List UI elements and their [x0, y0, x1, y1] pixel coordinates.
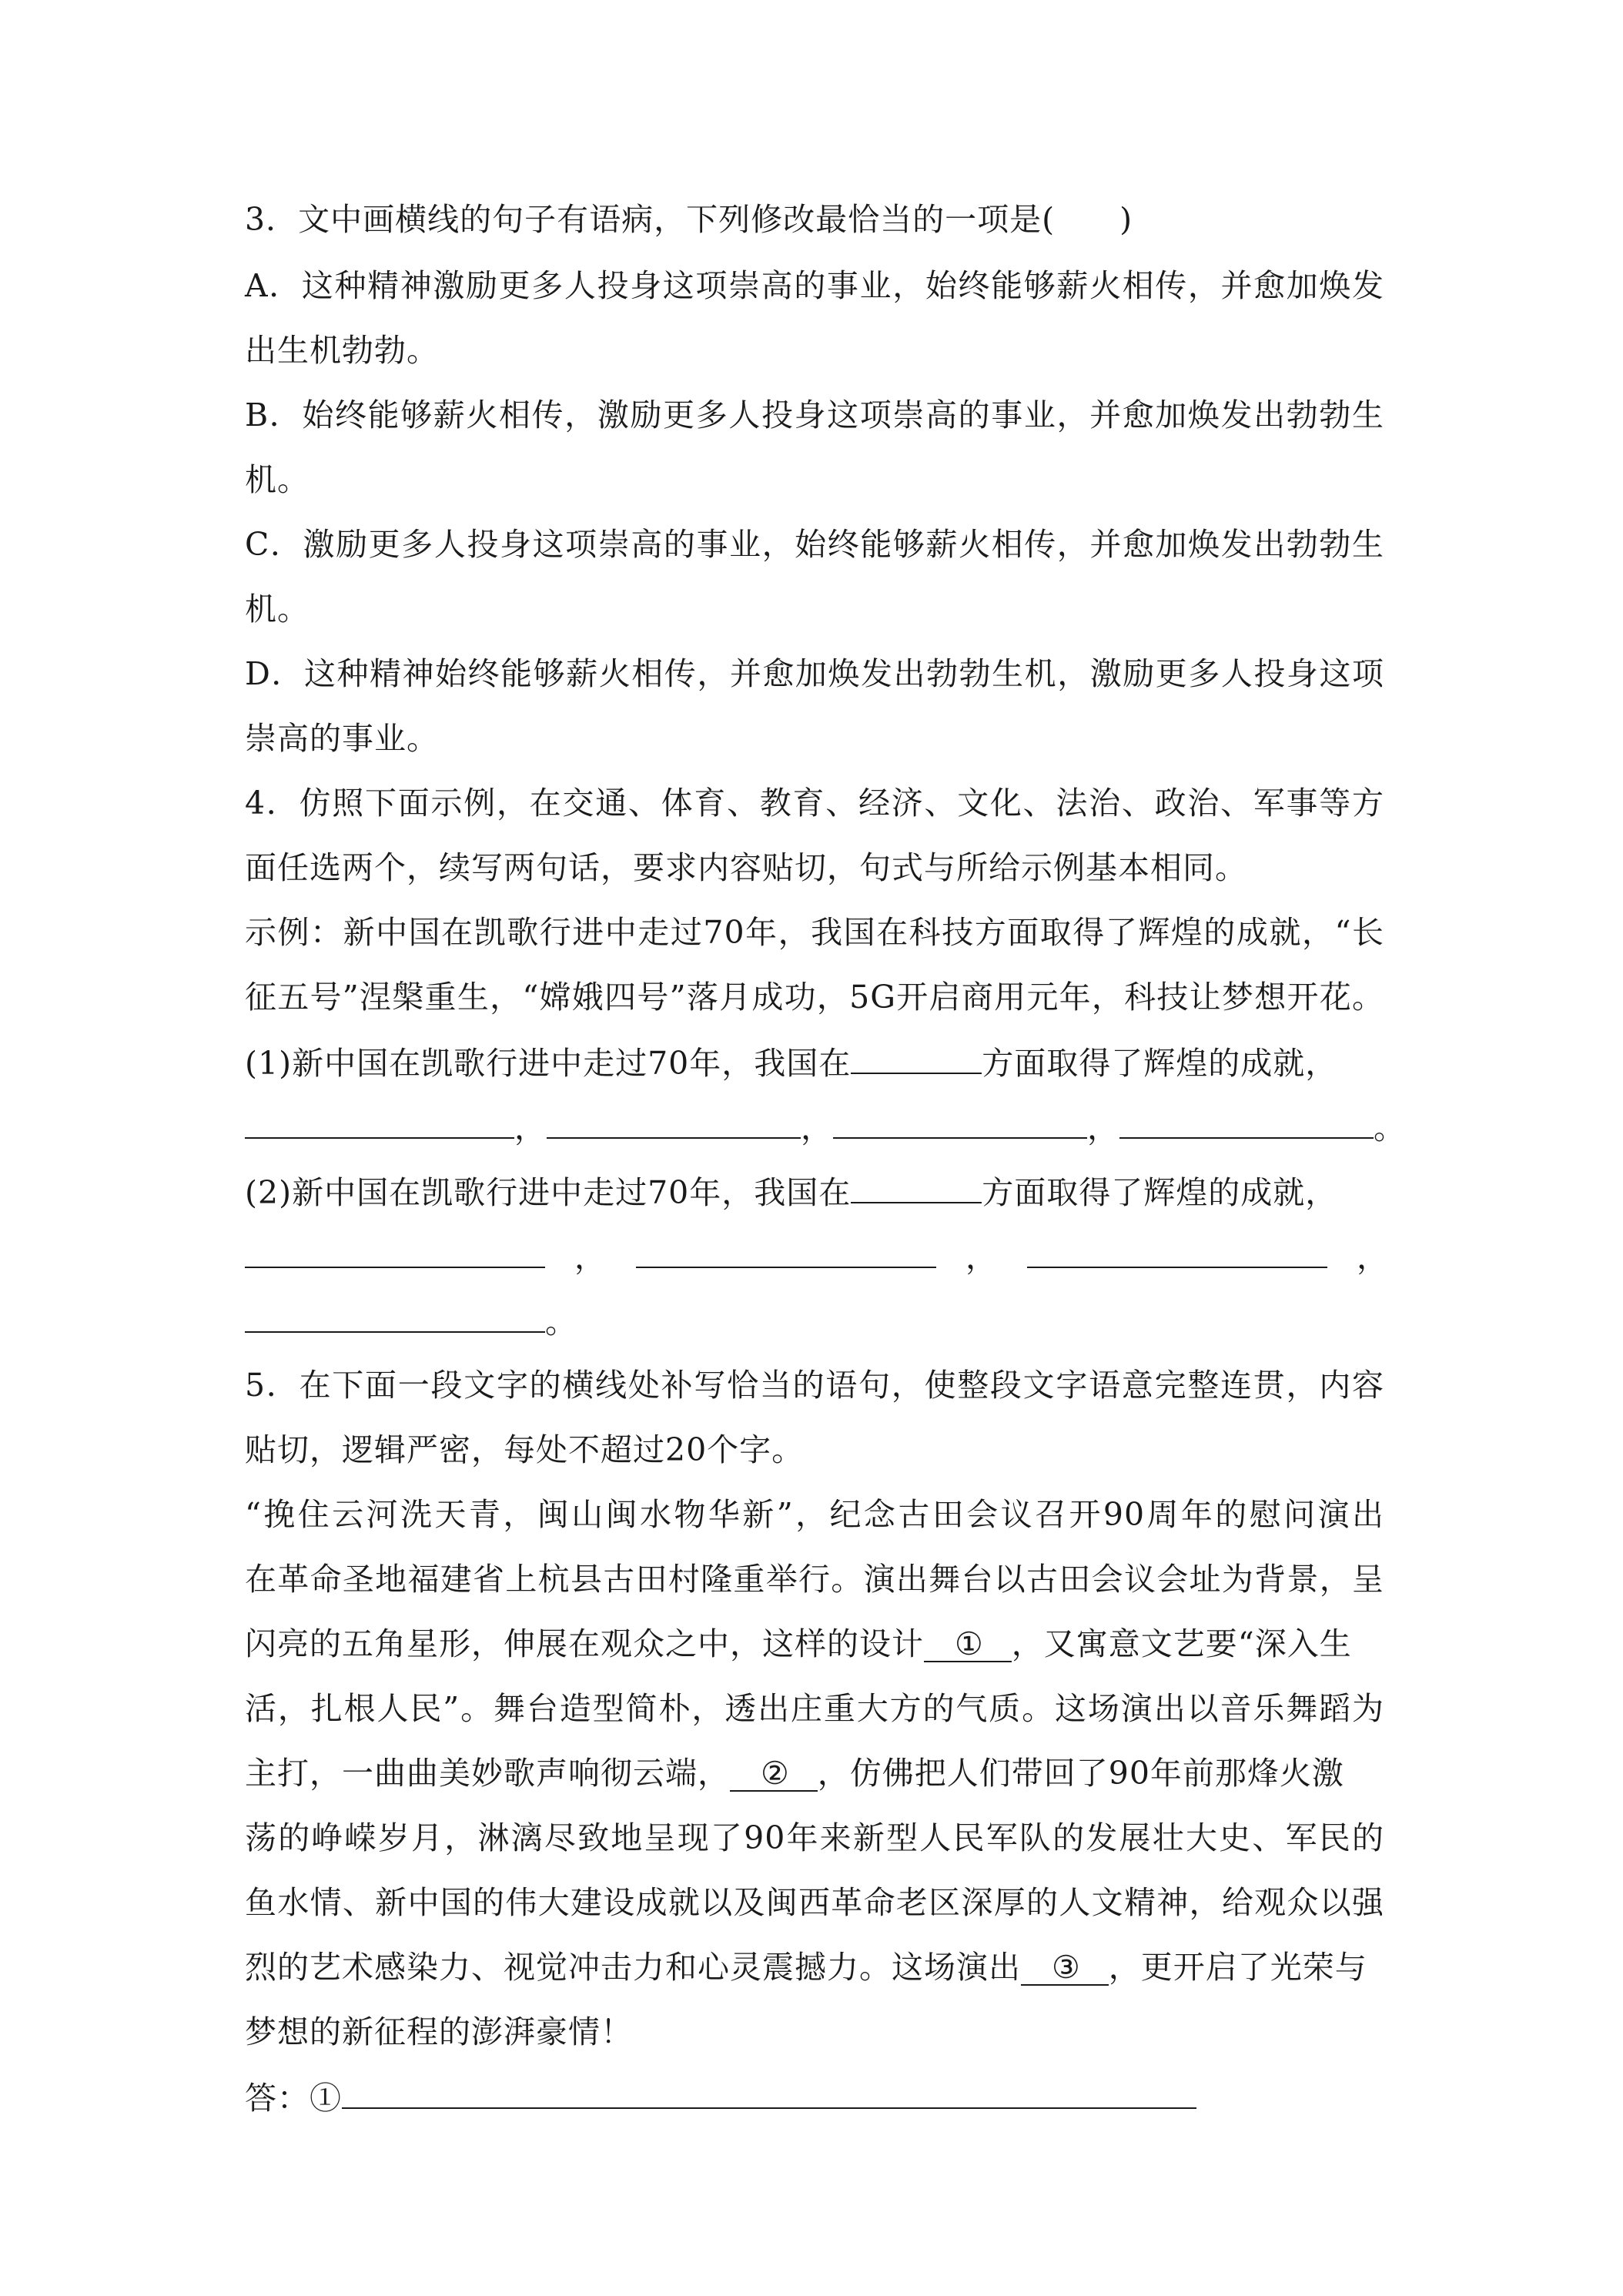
q5-blank-3[interactable]: ③: [1021, 1950, 1109, 1986]
q5-stem-line2: 贴切，逻辑严密，每处不超过20个字。: [245, 1431, 805, 1468]
q4-item1-blank-b[interactable]: [547, 1103, 801, 1139]
q4-example-line2: 征五号”涅槃重生，“嫦娥四号”落月成功，5G开启商用元年，科技让梦想开花。: [245, 979, 1384, 1016]
q3-option-b-line2: 机。: [245, 461, 310, 498]
q4-item2-answers: [245, 1233, 1389, 1279]
q4-comma: ，: [574, 1239, 607, 1276]
q4-item1-prefix: (1)新中国在凯歌行进中走过70年，我国在: [245, 1045, 852, 1082]
q4-item1-answers: [245, 1103, 1406, 1150]
q3-option-c-line1: C．激励更多人投身这项崇高的事业，始终能够薪火相传，并愈加焕发出勃勃生: [245, 526, 1384, 563]
q4-stem-line2: 面任选两个，续写两句话，要求内容贴切，句式与所给示例基本相同。: [245, 849, 1247, 886]
q5-passage-line3-pre: 闪亮的五角星形，伸展在观众之中，这样的设计: [245, 1625, 924, 1662]
q5-passage-line3: [245, 1621, 1384, 1667]
q5-passage-line2: 在革命圣地福建省上杭县古田村隆重举行。演出舞台以古田会议会址为背景，呈: [245, 1561, 1384, 1598]
q5-passage-line1: “挽住云河洗天青，闽山闽水物华新”，纪念古田会议召开90周年的慰问演出: [245, 1496, 1384, 1533]
q4-period: 。: [545, 1304, 577, 1340]
q5-passage-line8-pre: 烈的艺术感染力、视觉冲击力和心灵震撼力。这场演出: [245, 1949, 1021, 1986]
q5-passage-line9: 梦想的新征程的澎湃豪情！: [245, 2013, 633, 2050]
q4-item2-area-blank[interactable]: [851, 1168, 982, 1203]
q4-item2-suffix: 方面取得了辉煌的成就，: [982, 1174, 1338, 1211]
q4-stem-line1: 4．仿照下面示例，在交通、体育、教育、经济、文化、法治、政治、军事等方: [245, 785, 1384, 822]
q4-item1-blank-a[interactable]: [245, 1103, 514, 1139]
q3-option-a-line1: A．这种精神激励更多人投身这项崇高的事业，始终能够薪火相传，并愈加焕发: [245, 267, 1384, 304]
q3-option-b-line1: B．始终能够薪火相传，激励更多人投身这项崇高的事业，并愈加焕发出勃勃生: [245, 397, 1384, 433]
q4-item2: [245, 1168, 1384, 1214]
q5-blank-2[interactable]: ②: [730, 1756, 818, 1792]
q5-answer-line: [245, 2073, 1384, 2120]
q4-comma: ，: [965, 1239, 998, 1276]
q4-example-line1: 示例：新中国在凯歌行进中走过70年，我国在科技方面取得了辉煌的成就，“长: [245, 914, 1384, 951]
q4-comma: ，: [1357, 1239, 1389, 1276]
q5-stem-line1: 5．在下面一段文字的横线处补写恰当的语句，使整段文字语意完整连贯，内容: [245, 1367, 1384, 1404]
q3-option-d-line2: 崇高的事业。: [245, 720, 439, 757]
q5-blank-1[interactable]: ①: [924, 1627, 1012, 1662]
q4-item2-prefix: (2)新中国在凯歌行进中走过70年，我国在: [245, 1174, 852, 1211]
q5-passage-line6: 荡的峥嵘岁月，淋漓尽致地呈现了90年来新型人民军队的发展壮大史、军民的: [245, 1819, 1384, 1856]
q3-option-a-line2: 出生机勃勃。: [245, 332, 439, 369]
q5-passage-line8: [245, 1944, 1384, 1990]
q5-passage-line7: 鱼水情、新中国的伟大建设成就以及闽西革命老区深厚的人文精神，给观众以强: [245, 1884, 1384, 1921]
q4-item1-suffix: 方面取得了辉煌的成就，: [982, 1045, 1338, 1082]
q4-item1-area-blank[interactable]: [851, 1039, 982, 1074]
q4-item2-blank-b[interactable]: [636, 1233, 936, 1268]
q5-passage-line8-post: ，更开启了光荣与: [1108, 1949, 1367, 1986]
q5-passage-line5-post: ，仿佛把人们带回了90年前那烽火激: [817, 1755, 1344, 1792]
q5-answer-prefix: 答：①: [245, 2080, 342, 2117]
q5-passage-line3-post: ，又寓意文艺要“深入生: [1011, 1625, 1352, 1662]
q4-item2-blank-a[interactable]: [245, 1233, 545, 1268]
q5-passage-line5: [245, 1750, 1384, 1796]
q4-item2-blank-d[interactable]: [245, 1297, 545, 1333]
q5-passage-line4: 活，扎根人民”。舞台造型简朴，透出庄重大方的气质。这场演出以音乐舞蹈为: [245, 1690, 1384, 1727]
q4-period: 。: [1374, 1110, 1406, 1146]
q3-option-d-line1: D．这种精神始终能够薪火相传，并愈加焕发出勃勃生机，激励更多人投身这项: [245, 655, 1384, 692]
q4-item2-blank-c[interactable]: [1027, 1233, 1327, 1268]
q4-item1-blank-c[interactable]: [833, 1103, 1087, 1139]
q4-comma: ，: [514, 1110, 547, 1146]
q5-answer-blank-1[interactable]: [342, 2073, 1196, 2109]
q4-item1: [245, 1039, 1384, 1085]
q4-item2-answers-end: [245, 1297, 1384, 1344]
q3-stem: 3．文中画横线的句子有语病，下列修改最恰当的一项是( ): [245, 201, 1133, 238]
q4-comma: ，: [1087, 1110, 1119, 1146]
q4-item1-blank-d[interactable]: [1119, 1103, 1374, 1139]
q3-option-c-line2: 机。: [245, 591, 310, 628]
q5-passage-line5-pre: 主打，一曲曲美妙歌声响彻云端，: [245, 1755, 730, 1792]
q4-comma: ，: [801, 1110, 833, 1146]
